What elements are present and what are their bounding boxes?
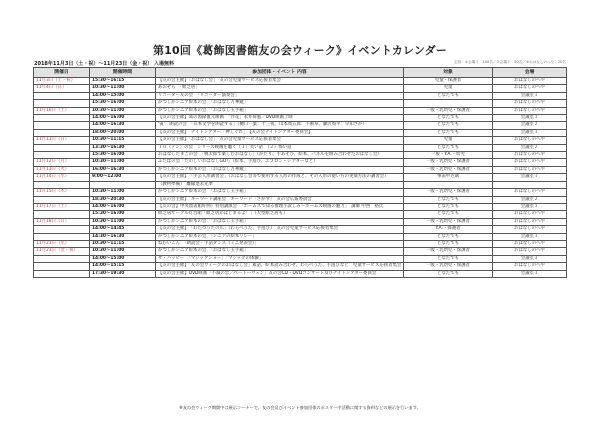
header-venue: 会場 <box>493 68 567 78</box>
cell-date <box>34 122 90 129</box>
cell-event: おはなしたまごの会 「桃太郎で楽しむおはなし」（かたり、手あそび、絵本、パネルを組み合わせたおはなし会） <box>156 152 404 159</box>
table-body <box>34 78 567 278</box>
cell-venue: おはなしのへや <box>493 78 567 85</box>
cell-venue: おはなしのへや <box>493 107 567 114</box>
cell-date <box>34 263 90 270</box>
cell-date: 11月17日（土） <box>34 203 90 210</box>
cell-venue: 会議室１ <box>493 203 567 210</box>
table-row <box>34 144 567 151</box>
table-row <box>34 92 567 99</box>
cell-date <box>34 270 90 277</box>
cell-venue: おはなしのへや <box>493 137 567 144</box>
cell-event: 【友の会主催】「おはなし会」 友の会児童サービス応援者集会 <box>156 137 404 144</box>
cell-time: 15:30〜16:00 <box>90 211 156 218</box>
cell-time: 16:00〜16:30 <box>90 166 156 173</box>
cell-event: リコーダー友の会 「リコーダー演奏会」 <box>156 92 404 99</box>
cell-date <box>34 255 90 262</box>
cell-target: 一般・乳幼児・保護者 <box>404 166 493 173</box>
cell-date <box>34 152 90 159</box>
cell-venue: おはなしのへや <box>493 100 567 107</box>
cell-event: 紙芝居サークル灯台船「紙芝居がはじまるよ！」（大型紙芝居も） <box>156 211 404 218</box>
cell-date <box>34 226 90 233</box>
cell-date <box>34 211 90 218</box>
cell-target: 一般・乳幼児・保護者 <box>404 107 493 114</box>
cell-target: どなたでも <box>404 255 493 262</box>
cell-time: 14:00〜16:00 <box>90 203 156 210</box>
header-event: 参加団体・イベント 内容 <box>156 68 404 78</box>
cell-target: どなたでも <box>404 144 493 151</box>
cell-event: 【友の会主催】「おはなし会」 友の会児童サービス応援者集会 <box>156 78 404 85</box>
cell-date: 11月21日（水） <box>34 240 90 247</box>
page-title: 第10回《葛飾図書館友の会ウィーク》イベントカレンダー <box>152 44 447 57</box>
cell-event: かつしかシニア絵本の会 「シニアの絵本リレー」 <box>156 233 404 240</box>
cell-event: 【友の会主催】 「手芸人形講習会」（おはなし会等で使用する人形の作成と、その人形の使い方の実演方法の講習会） <box>156 174 404 181</box>
cell-venue: 会議室２ <box>493 122 567 129</box>
cell-event: ねむいこん 「朗読会・手話ダンス（ミニ発表会）」 <box>156 240 404 247</box>
cell-venue: おはなしのへや <box>493 248 567 255</box>
table-row <box>34 78 567 85</box>
cell-time <box>90 181 156 188</box>
cell-event: あおぞら 「紙芝居」 <box>156 85 404 92</box>
cell-venue: 会議室２ <box>493 196 567 203</box>
cell-date <box>34 144 90 151</box>
cell-venue: 会議室１ <box>493 255 567 262</box>
cell-date: 11月3日（土・祝） <box>34 78 90 85</box>
table-row <box>34 240 567 247</box>
cell-venue: おはなしのへや <box>493 263 567 270</box>
table-row <box>34 196 567 203</box>
table-row <box>34 129 567 136</box>
table-row <box>34 122 567 129</box>
cell-venue: おはなしのへや <box>493 211 567 218</box>
cell-time: 15:30〜16:00 <box>90 100 156 107</box>
table-row <box>34 189 567 196</box>
cell-venue: おはなしのへや <box>493 218 567 225</box>
cell-venue: 会議室１ <box>493 174 567 181</box>
cell-target: 事前申込制 <box>404 174 493 181</box>
event-period: 2018年11月3日（土・祝）〜11月23日（金・祝） 入場無料 <box>34 61 175 67</box>
cell-event: かつしかシニア絵本の会 「おはなし万華鏡」 <box>156 100 404 107</box>
table-row <box>34 152 567 159</box>
cell-venue: おはなしのへや <box>493 189 567 196</box>
cell-time: 14:00〜16:00 <box>90 115 156 122</box>
header-target: 対象 <box>404 68 493 78</box>
cell-target: 一般・乳幼児・保護者 <box>404 218 493 225</box>
cell-time: 14:00〜15:00 <box>90 255 156 262</box>
cell-venue <box>493 181 567 188</box>
cell-target: どなたでも <box>404 92 493 99</box>
cell-event: 【友の会主催】 ナイトシアター「神しぐれ」 【友の会ナイトシアター委員会】 <box>156 129 404 136</box>
cell-date: 11月11日（日） <box>34 137 90 144</box>
cell-target: 児童 <box>404 137 493 144</box>
cell-time: 10:30〜11:00 <box>90 189 156 196</box>
cell-date <box>34 233 90 240</box>
cell-event: １０（テン）の会 シリーズ映画を聴く（１）笑い話 （２）怖い話 <box>156 144 404 151</box>
cell-target: どなたでも <box>404 129 493 136</box>
cell-event: '寅' 朗読の会 「日本文学を朗読する」（樋口一葉：十三夜、山本周五郎：不断草、藤沢周平：早知さか） <box>156 122 404 129</box>
table-row <box>34 263 567 270</box>
cell-target: どなたでも <box>404 115 493 122</box>
cell-time: 10:30〜11:00 <box>90 159 156 166</box>
cell-event: 【友の会主催】 キーワード講座会 キーワード「さがす」 友の会広報委員会 <box>156 196 404 203</box>
cell-event: ザ・ハッピー 「マジックショー」「マジックの体験」 <box>156 255 404 262</box>
cell-venue: おはなしのへや <box>493 226 567 233</box>
cell-venue: 会議室２ <box>493 144 567 151</box>
table-row <box>34 248 567 255</box>
cell-time: 15:30〜16:00 <box>90 152 156 159</box>
cell-time: 13:30〜16:30 <box>90 144 156 151</box>
cell-event: かつしかシニア絵本の会 「おはなし玉手箱」 <box>156 218 404 225</box>
cell-target <box>404 100 493 107</box>
cell-time: 14:00〜14:45 <box>90 226 156 233</box>
cell-date <box>34 92 90 99</box>
cell-time: 17:30〜19:30 <box>90 270 156 277</box>
cell-event: 【友の会主催】DVD映画「不滅の恋／ベートーヴェン」友の会CD・DVDコンサート及びナイトシアター委員会 <box>156 270 404 277</box>
cell-target: どなたでも <box>404 196 493 203</box>
capacity-info: 定員：①会場１ 100名／②会場２ 50名／③おはなしのへや 20名 <box>454 60 566 64</box>
table-row <box>34 159 567 166</box>
table-row <box>34 166 567 173</box>
cell-event: 【友の会主催】 「わたつうたの広」（わらべうた、手遊び） 友の会児童サービス応援者集会 <box>156 226 404 233</box>
cell-date: 11月4日（日） <box>34 85 90 92</box>
cell-time: 10:30〜11:15 <box>90 240 156 247</box>
cell-event: かつしかシニア絵本の会 「おはなし玉手箱」 <box>156 248 404 255</box>
table-header-row <box>34 68 567 78</box>
cell-venue: 会議室１ <box>493 92 567 99</box>
cell-venue: 会議室１ <box>493 115 567 122</box>
cell-time: 10:30〜11:00 <box>90 85 156 92</box>
cell-event: かつしかシニア絵本の会 「おはなし玉手箱」 <box>156 189 404 196</box>
table-row <box>34 137 567 144</box>
cell-target: どなたでも <box>404 211 493 218</box>
table-row <box>34 174 567 181</box>
cell-date <box>34 115 90 122</box>
cell-event: 【友の会主催】「友の会ウィークのおはなし会」素話、絵本読み合わせ、わらべうた、手遊びなど 児童サービス応援者集会 <box>156 263 404 270</box>
cell-venue: おはなしのへや <box>493 85 567 92</box>
cell-target: 一般・乳幼児・保護者 <box>404 159 493 166</box>
cell-target: どなたでも <box>404 233 493 240</box>
header-time: 開催時間 <box>90 68 156 78</box>
cell-time: 10:30〜11:00 <box>90 107 156 114</box>
cell-time: 10:30〜11:00 <box>90 218 156 225</box>
cell-venue: 会議室１ <box>493 270 567 277</box>
cell-time: 14:00〜15:15 <box>90 263 156 270</box>
cell-target: どなたでも <box>404 122 493 129</box>
cell-target: 一般・Y.A.・幼児 <box>404 152 493 159</box>
table-row <box>34 211 567 218</box>
cell-event: かつしかシニア絵本の会 「おはなし玉手箱」 <box>156 107 404 114</box>
table-row <box>34 218 567 225</box>
cell-time: 14:00〜16:30 <box>90 122 156 129</box>
table-row <box>34 226 567 233</box>
table-row <box>34 85 567 92</box>
cell-time: 18:30〜20:30 <box>90 196 156 203</box>
cell-venue: 会議室１ <box>493 129 567 136</box>
cell-target: Y.A.・保護者 <box>404 226 493 233</box>
cell-target <box>404 181 493 188</box>
event-table <box>33 67 567 278</box>
cell-date: 11月13日（火） <box>34 166 90 173</box>
cell-event: （教材準備） 離縁退去先準 <box>156 181 404 188</box>
table-row <box>34 255 567 262</box>
cell-time: 9:00〜12:00 <box>90 174 156 181</box>
table-row <box>34 100 567 107</box>
cell-event: ふたばの会「たのしいおはなしGO!」（絵本、手遊び、エプロン・シアターなど） <box>156 159 404 166</box>
cell-time: 14:30〜16:30 <box>90 233 156 240</box>
cell-date <box>34 196 90 203</box>
cell-target: 児童・保護者 <box>404 78 493 85</box>
cell-date <box>34 129 90 136</box>
table-row <box>34 270 567 277</box>
table-row <box>34 181 567 188</box>
cell-event: 【友の会主催】葛の図録復元映画 「浮花」永井荷風／DVD映画上映 <box>156 115 404 122</box>
table-row <box>34 115 567 122</box>
cell-date <box>34 100 90 107</box>
cell-target: どなたでも <box>404 270 493 277</box>
cell-venue: おはなしのへや <box>493 166 567 173</box>
cell-target: どなたでも <box>404 240 493 247</box>
cell-target: 一般・乳幼児・保護者 <box>404 263 493 270</box>
cell-venue: おはなしのへや <box>493 152 567 159</box>
cell-date: 11月10日（土） <box>34 107 90 114</box>
cell-time: 10:30〜11:15 <box>90 137 156 144</box>
cell-venue: 会議室１ <box>493 233 567 240</box>
cell-date <box>34 181 90 188</box>
cell-date: 11月23日（金・祝） <box>34 248 90 255</box>
header-date: 開催日 <box>34 68 90 78</box>
cell-target: 児童 <box>404 85 493 92</box>
table-row <box>34 233 567 240</box>
table-row <box>34 203 567 210</box>
table-row <box>34 107 567 114</box>
cell-target: どなたでも <box>404 203 493 210</box>
cell-date: 11月14日（水） <box>34 174 90 181</box>
cell-target: 一般・乳幼児・保護者 <box>404 248 493 255</box>
cell-event: 【友の会】中央図書館好例）特別講演会 「ホームズで知る推理小説しみ〜ホームズ映画の魅力」 講師 中西 裕氏 <box>156 203 404 210</box>
cell-date: 11月12日（月） <box>34 159 90 166</box>
cell-time: 15:30〜16:15 <box>90 78 156 85</box>
cell-date: 11月18日（日） <box>34 218 90 225</box>
cell-time: 10:30〜11:00 <box>90 248 156 255</box>
cell-time: 18:00〜20:00 <box>90 129 156 136</box>
cell-date: 11月15日（木） <box>34 189 90 196</box>
cell-venue: おはなしのへや <box>493 159 567 166</box>
cell-target: 一般・乳幼児・保護者 <box>404 189 493 196</box>
cell-venue: おはなしのへや <box>493 240 567 247</box>
cell-time: 14:00〜15:00 <box>90 92 156 99</box>
footer-note: ※友の会ウィーク期間中は展示コーナーで、友の会及びイベント参加団体のポスター中活動に関する資料などの展示を行います。 <box>179 405 421 410</box>
cell-event: かつしかシニア絵本の会 「おはなし万華鏡」 <box>156 166 404 173</box>
